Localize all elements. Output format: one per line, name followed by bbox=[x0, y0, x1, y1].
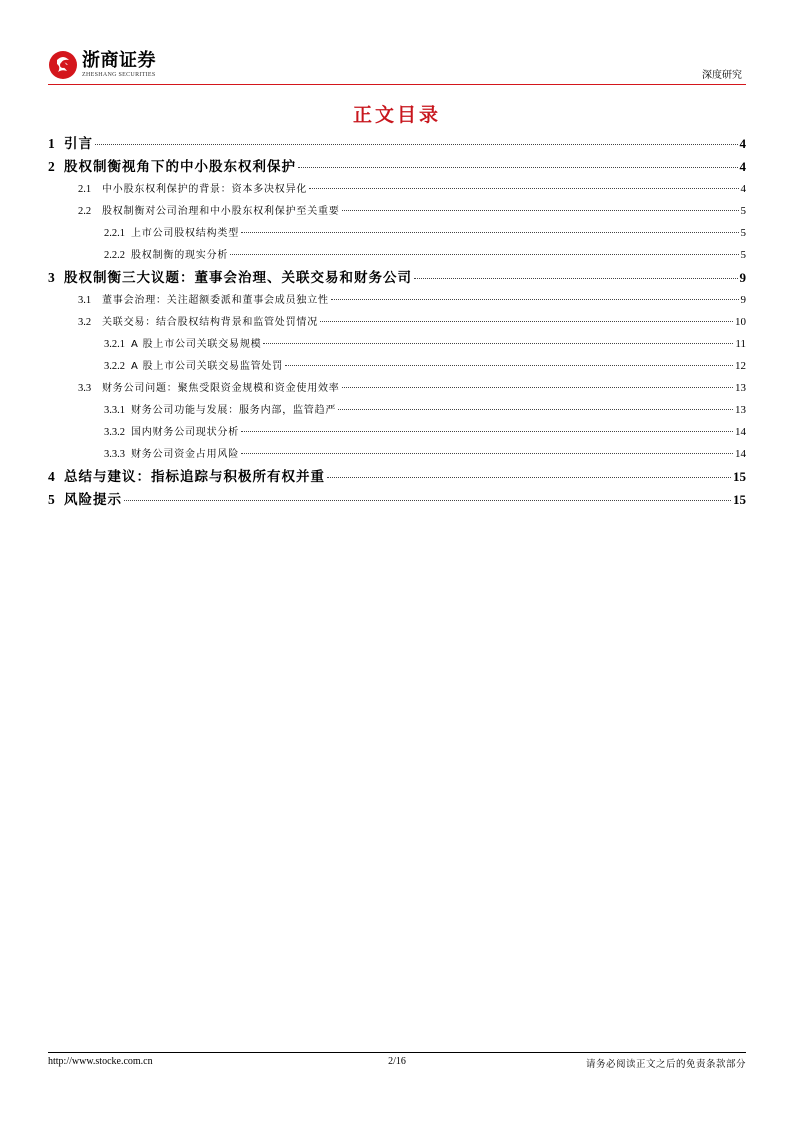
toc-entry-title: 中小股东权利保护的背景：资本多决权异化 bbox=[102, 179, 307, 201]
toc-entry-title: A 股上市公司关联交易监管处罚 bbox=[131, 356, 283, 378]
table-of-contents bbox=[48, 132, 746, 511]
disclaimer-note: 请务必阅读正文之后的免责条款部分 bbox=[585, 1059, 746, 1070]
toc-entry-level2[interactable] bbox=[48, 377, 746, 399]
toc-entry-page-number: 5 bbox=[740, 205, 746, 217]
toc-entry-page-number: 13 bbox=[735, 382, 746, 394]
toc-entry-number: 3.3.3 bbox=[104, 444, 125, 466]
toc-entry-level3[interactable] bbox=[48, 421, 746, 443]
toc-entry-title: 财务公司资金占用风险 bbox=[131, 444, 239, 466]
toc-entry-title: 财务公司功能与发展：服务内部，监管趋严 bbox=[131, 400, 336, 422]
toc-entry-number: 3.1 bbox=[78, 290, 102, 312]
toc-entry-title: 上市公司股权结构类型 bbox=[131, 223, 239, 245]
toc-entry-page-number: 15 bbox=[733, 469, 746, 484]
page-header bbox=[48, 50, 746, 86]
toc-entry-title: 总结与建议：指标追踪与积极所有权并重 bbox=[64, 466, 325, 489]
toc-dot-leader bbox=[331, 299, 739, 300]
toc-entry-title: 股权制衡视角下的中小股东权利保护 bbox=[64, 156, 296, 179]
toc-entry-title: 股权制衡对公司治理和中小股东权利保护至关重要 bbox=[102, 201, 340, 223]
toc-entry-level3[interactable] bbox=[48, 244, 746, 266]
toc-entry-number: 2.2 bbox=[78, 201, 102, 223]
toc-dot-leader bbox=[241, 431, 733, 432]
toc-entry-level1[interactable] bbox=[48, 132, 746, 155]
toc-entry-page-number: 11 bbox=[735, 338, 746, 350]
toc-entry-title: 财务公司问题：聚焦受限资金规模和资金使用效率 bbox=[102, 378, 340, 400]
toc-dot-leader bbox=[241, 453, 733, 454]
toc-entry-title: 风险提示 bbox=[64, 489, 122, 512]
toc-dot-leader bbox=[327, 477, 731, 478]
toc-entry-number: 2.2.1 bbox=[104, 223, 125, 245]
toc-entry-level1[interactable] bbox=[48, 266, 746, 289]
toc-entry-page-number: 4 bbox=[740, 183, 746, 195]
toc-entry-page-number: 4 bbox=[739, 159, 746, 174]
toc-entry-level2[interactable] bbox=[48, 289, 746, 311]
toc-entry-title: A 股上市公司关联交易规模 bbox=[131, 334, 261, 356]
toc-dot-leader bbox=[298, 167, 738, 168]
toc-entry-number: 3 bbox=[48, 266, 64, 289]
toc-entry-number: 1 bbox=[48, 132, 64, 155]
toc-entry-title: 股权制衡的现实分析 bbox=[131, 245, 228, 267]
report-type-label: 深度研究 bbox=[702, 70, 742, 81]
toc-entry-page-number: 5 bbox=[740, 227, 746, 239]
footer-divider bbox=[48, 1052, 746, 1053]
toc-entry-number: 3.3.1 bbox=[104, 400, 125, 422]
toc-entry-number: 2.1 bbox=[78, 179, 102, 201]
toc-entry-page-number: 13 bbox=[735, 404, 746, 416]
toc-title: 正文目录 bbox=[352, 104, 441, 126]
zheshang-logo-icon bbox=[48, 50, 78, 80]
toc-dot-leader bbox=[342, 387, 733, 388]
page-indicator: 2/16 bbox=[388, 1056, 406, 1067]
toc-dot-leader bbox=[338, 409, 733, 410]
toc-entry-page-number: 9 bbox=[739, 270, 746, 285]
toc-entry-number: 3.3.2 bbox=[104, 422, 125, 444]
toc-entry-level1[interactable] bbox=[48, 465, 746, 488]
toc-entry-number: 3.2.2 bbox=[104, 356, 125, 378]
toc-dot-leader bbox=[263, 343, 733, 344]
toc-dot-leader bbox=[320, 321, 733, 322]
toc-entry-number: 3.2.1 bbox=[104, 334, 125, 356]
toc-entry-level1[interactable] bbox=[48, 488, 746, 511]
toc-entry-number: 3.3 bbox=[78, 378, 102, 400]
toc-entry-page-number: 5 bbox=[740, 249, 746, 261]
toc-entry-page-number: 9 bbox=[740, 294, 746, 306]
toc-entry-title: 国内财务公司现状分析 bbox=[131, 422, 239, 444]
toc-entry-page-number: 4 bbox=[739, 136, 746, 151]
toc-dot-leader bbox=[230, 254, 738, 255]
toc-entry-level1[interactable] bbox=[48, 155, 746, 178]
toc-entry-page-number: 15 bbox=[733, 492, 746, 507]
toc-dot-leader bbox=[309, 188, 738, 189]
toc-entry-page-number: 14 bbox=[735, 426, 746, 438]
toc-dot-leader bbox=[285, 365, 733, 366]
header-divider bbox=[48, 84, 746, 85]
footer-url-link[interactable]: http://www.stocke.com.cn bbox=[48, 1056, 153, 1067]
toc-dot-leader bbox=[124, 500, 731, 501]
toc-entry-level3[interactable] bbox=[48, 399, 746, 421]
toc-dot-leader bbox=[241, 232, 739, 233]
toc-entry-number: 2.2.2 bbox=[104, 245, 125, 267]
toc-entry-number: 5 bbox=[48, 488, 64, 511]
toc-dot-leader bbox=[342, 210, 739, 211]
logo-text-cn: 浙商证券 bbox=[82, 50, 156, 71]
toc-entry-level3[interactable] bbox=[48, 333, 746, 355]
toc-entry-level2[interactable] bbox=[48, 311, 746, 333]
toc-entry-number: 2 bbox=[48, 155, 64, 178]
toc-entry-number: 3.2 bbox=[78, 312, 102, 334]
toc-entry-page-number: 14 bbox=[735, 448, 746, 460]
logo-text-en: ZHESHANG SECURITIES bbox=[82, 72, 156, 78]
toc-entry-title: 董事会治理：关注超额委派和董事会成员独立性 bbox=[102, 290, 329, 312]
toc-entry-page-number: 10 bbox=[735, 316, 746, 328]
toc-entry-page-number: 12 bbox=[735, 360, 746, 372]
toc-dot-leader bbox=[95, 144, 738, 145]
toc-entry-level2[interactable] bbox=[48, 178, 746, 200]
company-logo bbox=[48, 50, 156, 80]
toc-entry-level3[interactable] bbox=[48, 222, 746, 244]
toc-entry-title: 股权制衡三大议题：董事会治理、关联交易和财务公司 bbox=[64, 267, 412, 290]
toc-dot-leader bbox=[414, 278, 738, 279]
toc-entry-level3[interactable] bbox=[48, 355, 746, 377]
toc-entry-title: 引言 bbox=[64, 133, 93, 156]
toc-entry-level2[interactable] bbox=[48, 200, 746, 222]
toc-entry-number: 4 bbox=[48, 465, 64, 488]
toc-entry-level3[interactable] bbox=[48, 443, 746, 465]
toc-entry-title: 关联交易：结合股权结构背景和监管处罚情况 bbox=[102, 312, 318, 334]
